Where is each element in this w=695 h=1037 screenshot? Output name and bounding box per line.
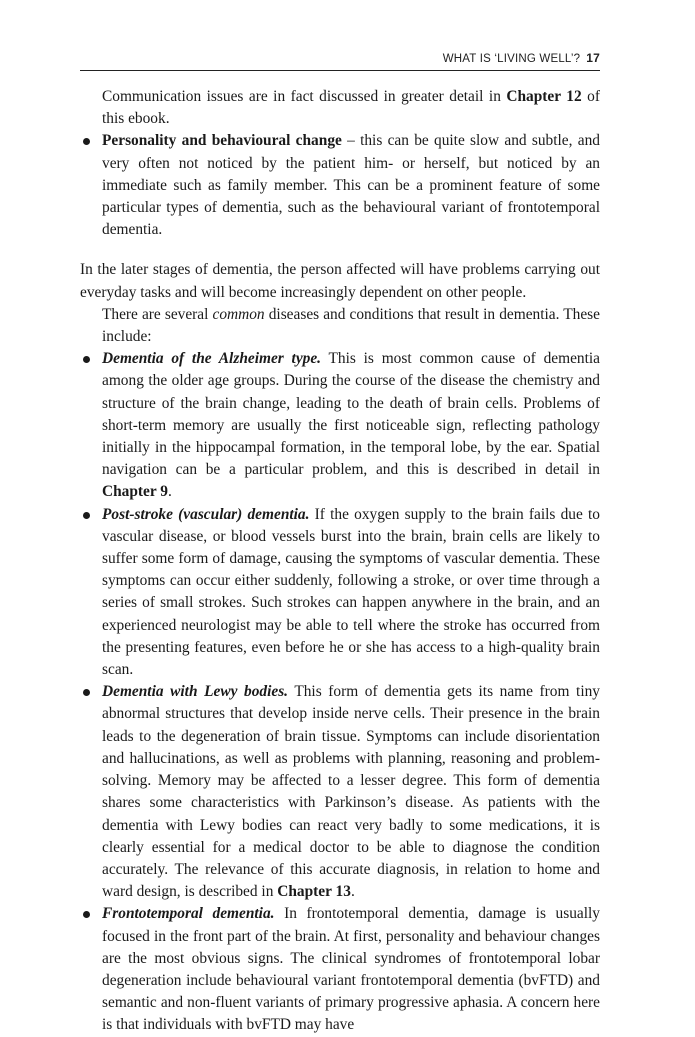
running-head: [80, 51, 600, 65]
item-text: – this can be quite slow and subtle, and very often not noticed by the patient him- or herself, but noticed by an immediate such as family member. This can be a prominent feature of some particular types of dementia, such as the behavioural variant of frontotemporal dementia.: [102, 132, 600, 239]
paragraph-gap: [80, 241, 600, 259]
item-term: Dementia of the Alzheimer type.: [102, 350, 322, 368]
bullet-icon: [83, 512, 90, 519]
item-end: .: [167, 483, 172, 501]
several-before: There are several: [102, 305, 213, 323]
several-after: diseases and conditions that result in dementia. These include:: [102, 305, 600, 346]
chapter-ref: Chapter 13: [277, 883, 351, 901]
page-number: 17: [586, 51, 600, 65]
item-term: Personality and behavioural change: [102, 132, 342, 150]
intro-paragraph: [80, 86, 600, 130]
item-term: Post-stroke (vascular) dementia.: [102, 505, 310, 523]
item-end: .: [350, 883, 355, 901]
bullet-icon: [83, 356, 90, 363]
list-item: [80, 504, 600, 682]
bullet-icon: [83, 689, 90, 696]
item-term: Frontotemporal dementia.: [102, 905, 275, 923]
bullet-icon: [83, 138, 90, 145]
list-item: [80, 348, 600, 503]
several-paragraph: [80, 304, 600, 348]
body-text: [80, 86, 600, 1037]
item-text: In frontotemporal dementia, damage is usually focused in the front part of the brain. At first, personality and behaviour changes are the most obvious signs. The clinical syndromes of frontotemporal lobar degeneration include behavioural variant frontotemporal dementia (bvFTD) and semantic and non-fluent variants of primary progressive aphasia. A concern here is that individuals with bvFTD may have: [102, 905, 600, 1034]
list-item: [80, 130, 600, 241]
item-text: This is most common cause of dementia among the older age groups. During the course of the disease the chemistry and structure of the brain change, leading to the death of brain cells. Problems of short-term memory are usually the first noticeable sign, reflecting pathology initially in the hippocampal formation, in the temporal lobe, by the ear. Spatial navigation can be a particular problem, and this is described in detail in: [102, 350, 600, 479]
list-item: [80, 903, 600, 1036]
several-emphasis: common: [212, 305, 265, 323]
chapter-ref: Chapter 12: [506, 88, 582, 105]
disease-list: [80, 348, 600, 1036]
running-title: WHAT IS ‘LIVING WELL’?: [442, 53, 581, 65]
chapter-ref: Chapter 9: [102, 483, 168, 501]
list-item: [80, 681, 600, 903]
bullet-icon: [83, 911, 90, 918]
item-text: This form of dementia gets its name from tiny abnormal structures that develop inside nerve cells. Their presence in the brain leads to the degeneration of brain tissue. Symptoms can include disorientation and hallucinations, as well as problems with planning, reasoning and problem-solving. Memory may be affected to a lesser degree. This form of dementia shares some characteristics with Parkinson’s disease. As patients with the dementia with Lewy bodies can react very badly to some medications, it is clearly essential for a medical doctor to be able to diagnose the condition accurately. The relevance of this accurate diagnosis, in relation to home and ward design, is described in: [102, 683, 600, 901]
header-rule: [80, 70, 600, 71]
intro-text-after: of this ebook.: [102, 88, 600, 128]
item-text: If the oxygen supply to the brain fails due to vascular disease, or blood vessels burst into the brain, brain cells are likely to suffer some form of damage, causing the symptoms of vascular dementia. These symptoms can occur either suddenly, following a stroke, or over time through a series of small strokes. Such strokes can happen anywhere in the brain, and an experienced neurologist may be able to tell where the stroke has occurred from the presenting features, even before he or she has access to a high-quality brain scan.: [102, 505, 600, 679]
item-term: Dementia with Lewy bodies.: [102, 683, 289, 701]
symptom-list: [80, 130, 600, 241]
intro-text: Communication issues are in fact discussed in greater detail in: [102, 88, 507, 105]
later-stages-paragraph: In the later stages of dementia, the person affected will have problems carrying out everyday tasks and will become increasingly dependent on other people.: [80, 261, 600, 301]
